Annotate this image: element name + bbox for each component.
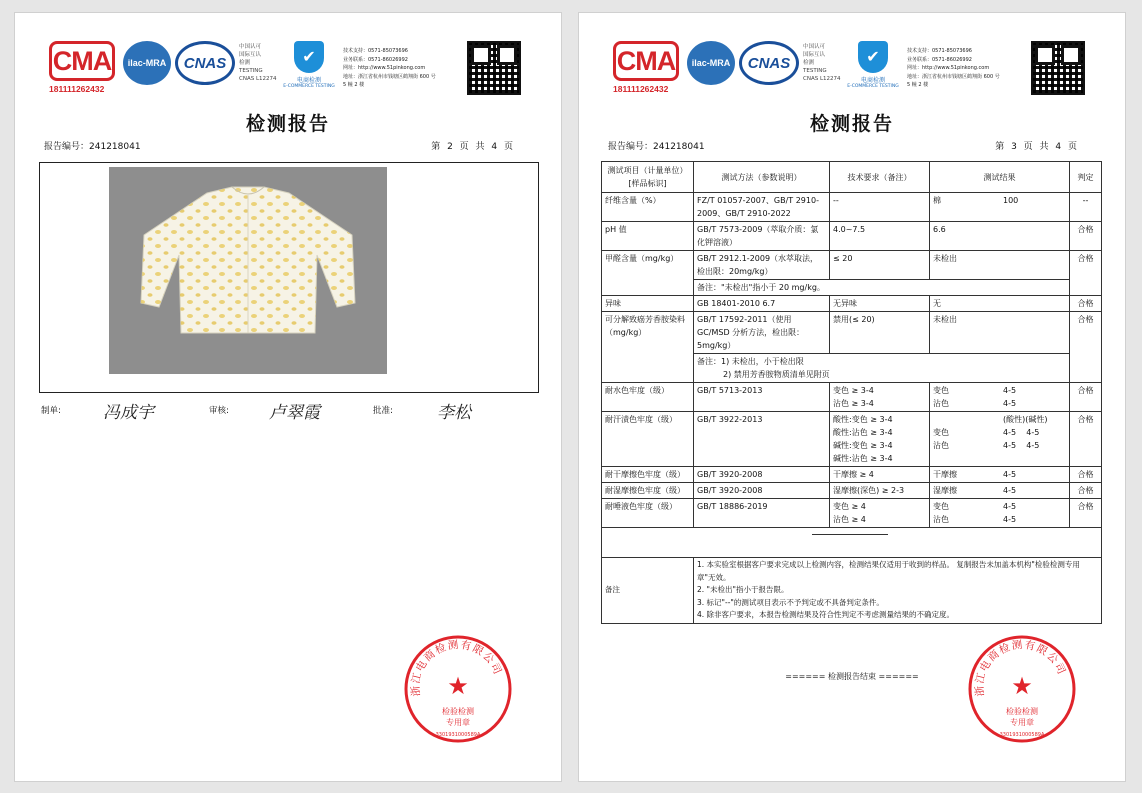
header-logos: [49, 41, 529, 101]
test-verdict: 合格: [1070, 383, 1102, 412]
contact-info: 技术支持：0571-85073696 业务联系：0571-86026992 网址：http://www.51pinkong.com 地址：浙江省杭州市钱塘区鹤翔街 600 号 5 幢 2 楼: [907, 48, 1000, 88]
svg-text:浙江电商检测有限公司: 浙江电商检测有限公司: [409, 638, 504, 697]
approver-signature: 李松: [437, 403, 471, 423]
test-requirement: 禁用(≤ 20): [830, 312, 930, 354]
shield-check-icon: ✔: [858, 41, 888, 73]
test-requirement: ≤ 20: [830, 251, 930, 280]
test-item: 耐干摩擦色牢度（级）: [602, 467, 694, 483]
test-item: 耐汗渍色牢度（级）: [602, 412, 694, 467]
test-method: GB/T 5713-2013: [694, 383, 830, 412]
test-requirement: 变色 ≥ 3-4 沾色 ≥ 3-4: [830, 383, 930, 412]
test-verdict: 合格: [1070, 412, 1102, 467]
blank-row: [602, 528, 1102, 558]
page-number: 第 3 页 共 4 页: [995, 142, 1077, 152]
test-result: 变色 沾色4-5 4-5: [930, 499, 1070, 528]
sample-photo: [109, 167, 387, 374]
remark-item: 3. 标记"--"的测试项目表示不予判定或不具备判定条件。: [697, 597, 884, 607]
test-requirement: 湿摩擦(深色) ≥ 2-3: [830, 483, 930, 499]
test-requirement: 变色 ≥ 4 沾色 ≥ 4: [830, 499, 930, 528]
svg-text:检验检测: 检验检测: [1006, 707, 1038, 716]
results-table: [601, 161, 1101, 624]
test-result: 棉 100: [930, 193, 1070, 222]
test-verdict: 合格: [1070, 467, 1102, 483]
test-result: 未检出: [930, 312, 1070, 354]
table-row: [602, 483, 1102, 499]
test-result: 变色 沾色4-5 4-5: [930, 383, 1070, 412]
test-method: GB/T 3920-2008: [694, 467, 830, 483]
official-seal: [967, 634, 1077, 744]
ecommerce-testing-logo: ✔ 电商检测 E-COMMERCE TESTING: [281, 41, 337, 89]
col-item: 测试项目（计量单位）[样品标识]: [602, 162, 694, 193]
svg-text:专用章: 专用章: [1010, 718, 1034, 727]
remark-item: 4. 除非客户要求，本报告检测结果及符合性判定不考虑测量结果的不确定度。: [697, 610, 955, 619]
svg-text:★: ★: [1011, 672, 1033, 700]
svg-text:3301931000589A: 3301931000589A: [999, 732, 1045, 738]
remark-item: 2. "未检出"指小于报告限。: [697, 585, 789, 594]
report-number: 报告编号：241218041: [44, 142, 141, 152]
divider-line: [812, 534, 888, 535]
cma-number: 181111262432: [613, 84, 669, 94]
svg-text:★: ★: [447, 672, 469, 700]
qr-code[interactable]: [467, 41, 521, 95]
cnas-credential: 中国认可 国际互认 检测 TESTING CNAS L12274: [239, 44, 277, 82]
test-result: 湿摩擦 4-5: [930, 483, 1070, 499]
svg-text:3301931000589A: 3301931000589A: [435, 732, 481, 738]
test-item: 异味: [602, 296, 694, 312]
row-note: 备注：1) 未检出，小于检出限 2) 禁用芳香胺物质清单见附页: [694, 354, 1070, 383]
table-header: [602, 162, 1102, 193]
table-row: [602, 296, 1102, 312]
test-verdict: 合格: [1070, 251, 1102, 296]
report-page-3: [578, 12, 1126, 782]
garment-image: [137, 185, 359, 337]
table-row: [602, 412, 1102, 467]
ecommerce-testing-logo: ✔ 电商检测 E-COMMERCE TESTING: [845, 41, 901, 89]
test-item: 甲醛含量（mg/kg）: [602, 251, 694, 296]
test-requirement: 干摩擦 ≥ 4: [830, 467, 930, 483]
page-number: 第 2 页 共 4 页: [431, 142, 513, 152]
report-number: 报告编号：241218041: [608, 142, 705, 152]
svg-text:专用章: 专用章: [446, 718, 470, 727]
cma-logo: CMA 181111262432: [613, 41, 683, 94]
test-method: GB/T 7573-2009（萃取介质：氯化钾溶液）: [694, 222, 830, 251]
page-title: 检测报告: [245, 113, 330, 135]
test-method: GB/T 2912.1-2009（水萃取法，检出限：20mg/kg）: [694, 251, 830, 280]
test-item: 耐湿摩擦色牢度（级）: [602, 483, 694, 499]
test-method: GB 18401-2010 6.7: [694, 296, 830, 312]
test-result: 6.6: [930, 222, 1070, 251]
test-verdict: 合格: [1070, 296, 1102, 312]
col-result: 测试结果: [930, 162, 1070, 193]
ilac-mra-logo: ilac-MRA: [687, 41, 735, 85]
remarks-row: [602, 558, 1102, 624]
reviewer-signature: 卢翠霞: [269, 403, 320, 423]
test-result: 干摩擦 4-5: [930, 467, 1070, 483]
table-row: [602, 193, 1102, 222]
sample-photo-frame: [39, 162, 539, 393]
cma-logo: CMA 181111262432: [49, 41, 119, 94]
table-row: [602, 251, 1102, 280]
page-title: 检测报告: [809, 113, 894, 135]
test-method: GB/T 18886-2019: [694, 499, 830, 528]
test-method: FZ/T 01057-2007、GB/T 2910-2009、GB/T 2910-2022: [694, 193, 830, 222]
cnas-logo: CNAS: [175, 41, 235, 85]
table-row: [602, 222, 1102, 251]
test-verdict: 合格: [1070, 222, 1102, 251]
signature-row: [41, 398, 511, 422]
col-method: 测试方法（参数说明）: [694, 162, 830, 193]
report-end-marker: ====== 检测报告结束 ======: [785, 672, 919, 681]
test-requirement: 4.0~7.5: [830, 222, 930, 251]
cnas-logo: CNAS: [739, 41, 799, 85]
report-page-2: [14, 12, 562, 782]
table-row: [602, 383, 1102, 412]
table-row: [602, 467, 1102, 483]
test-item: 耐唾液色牢度（级）: [602, 499, 694, 528]
test-verdict: --: [1070, 193, 1102, 222]
test-result: 未检出: [930, 251, 1070, 280]
ilac-mra-logo: ilac-MRA: [123, 41, 171, 85]
preparer-label: 制单:: [41, 406, 61, 416]
test-verdict: 合格: [1070, 312, 1102, 383]
col-verdict: 判定: [1070, 162, 1102, 193]
reviewer-label: 审核:: [209, 406, 229, 416]
table-row: [602, 312, 1102, 354]
remarks-label: 备注: [602, 558, 694, 624]
test-method: GB/T 3922-2013: [694, 412, 830, 467]
test-item: 耐水色牢度（级）: [602, 383, 694, 412]
test-item: pH 值: [602, 222, 694, 251]
test-method: GB/T 17592-2011（使用 GC/MSD 分析方法，检出限：5mg/kg）: [694, 312, 830, 354]
cnas-credential: 中国认可 国际互认 检测 TESTING CNAS L12274: [803, 44, 841, 82]
cma-number: 181111262432: [49, 84, 105, 94]
test-result: 无: [930, 296, 1070, 312]
test-requirement: 无异味: [830, 296, 930, 312]
test-requirement: --: [830, 193, 930, 222]
approver-label: 批准:: [373, 406, 393, 416]
qr-code[interactable]: [1031, 41, 1085, 95]
test-verdict: 合格: [1070, 483, 1102, 499]
test-method: GB/T 3920-2008: [694, 483, 830, 499]
test-verdict: 合格: [1070, 499, 1102, 528]
test-requirement: 酸性:变色 ≥ 3-4 酸性:沾色 ≥ 3-4 碱性:变色 ≥ 3-4 碱性:沾色 ≥ 3-4: [830, 412, 930, 467]
remarks-content: [694, 558, 1102, 624]
test-item: 纤维含量（%）: [602, 193, 694, 222]
remark-item: 1. 本实验室根据客户要求完成以上检测内容，检测结果仅适用于收到的样品。 复制报告未加盖本机构"检验检测专用章"无效。: [697, 560, 1080, 582]
col-requirement: 技术要求（备注）: [830, 162, 930, 193]
test-item: 可分解致癌芳香胺染料（mg/kg）: [602, 312, 694, 383]
svg-text:检验检测: 检验检测: [442, 707, 474, 716]
header-logos: [613, 41, 1093, 101]
shield-check-icon: ✔: [294, 41, 324, 73]
contact-info: 技术支持：0571-85073696 业务联系：0571-86026992 网址：http://www.51pinkong.com 地址：浙江省杭州市钱塘区鹤翔街 600 号 5 幢 2 楼: [343, 48, 436, 88]
test-result: 变色 沾色(酸性)(碱性) 4-5 4-5 4-5 4-5: [930, 412, 1070, 467]
official-seal: [403, 634, 513, 744]
row-note: 备注："未检出"指小于 20 mg/kg。: [694, 280, 1070, 296]
table-row: [602, 499, 1102, 528]
preparer-signature: 冯成宇: [103, 403, 154, 423]
svg-text:浙江电商检测有限公司: 浙江电商检测有限公司: [973, 638, 1068, 697]
